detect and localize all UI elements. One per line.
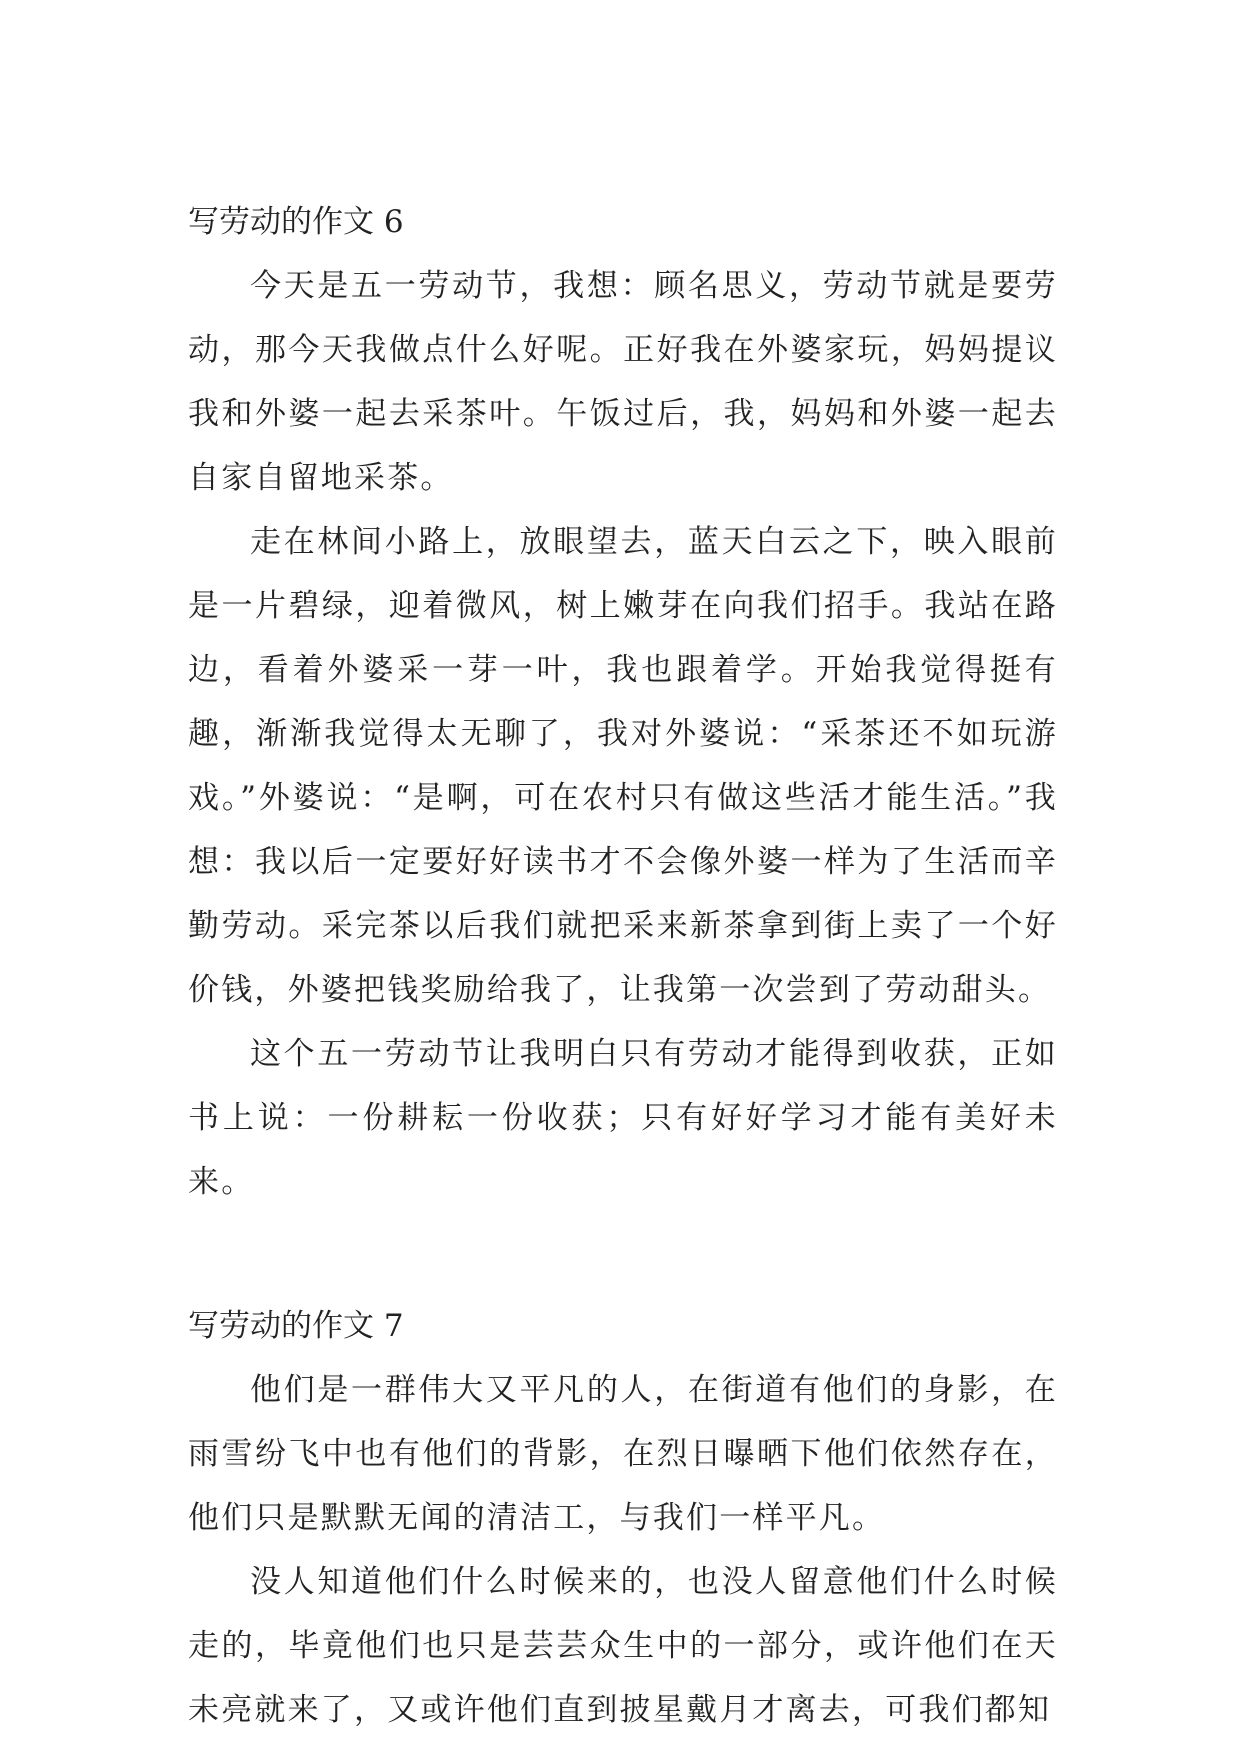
body-paragraph: 走在林间小路上，放眼望去，蓝天白云之下，映入眼前是一片碧绿，迎着微风，树上嫩芽在向我们招手。我站在路边，看着外婆采一芽一叶，我也跟着学。开始我觉得挺有趣，渐渐我觉得太无聊了，我对外婆说：“采茶还不如玩游戏。”外婆说：“是啊，可在农村只有做这些活才能生活。”我想：我以后一定要好好读书才不会像外婆一样为了生活而辛勤劳动。采完茶以后我们就把采来新茶拿到街上卖了一个好价钱，外婆把钱奖励给我了，让我第一次尝到了劳动甜头。 <box>188 524 1058 1008</box>
section-spacer <box>188 1214 1058 1294</box>
body-paragraph: 今天是五一劳动节，我想：顾名思义，劳动节就是要劳动，那今天我做点什么好呢。正好我在外婆家玩，妈妈提议我和外婆一起去采茶叶。午饭过后，我，妈妈和外婆一起去自家自留地采茶。 <box>188 268 1058 496</box>
section-title: 写劳动的作文 6 <box>188 204 404 240</box>
essay-section-7 <box>188 1294 1058 1742</box>
section-title: 写劳动的作文 7 <box>188 1308 404 1344</box>
body-paragraph: 他们是一群伟大又平凡的人，在街道有他们的身影，在雨雪纷飞中也有他们的背影，在烈日曝晒下他们依然存在，他们只是默默无闻的清洁工，与我们一样平凡。 <box>188 1372 1058 1536</box>
document-page <box>188 190 1058 1742</box>
body-paragraph: 这个五一劳动节让我明白只有劳动才能得到收获，正如书上说：一份耕耘一份收获；只有好好学习才能有美好未来。 <box>188 1036 1058 1200</box>
body-paragraph: 没人知道他们什么时候来的，也没人留意他们什么时候走的，毕竟他们也只是芸芸众生中的一部分，或许他们在天未亮就来了，又或许他们直到披星戴月才离去，可我们都知 <box>188 1564 1058 1728</box>
essay-section-6 <box>188 190 1058 1214</box>
